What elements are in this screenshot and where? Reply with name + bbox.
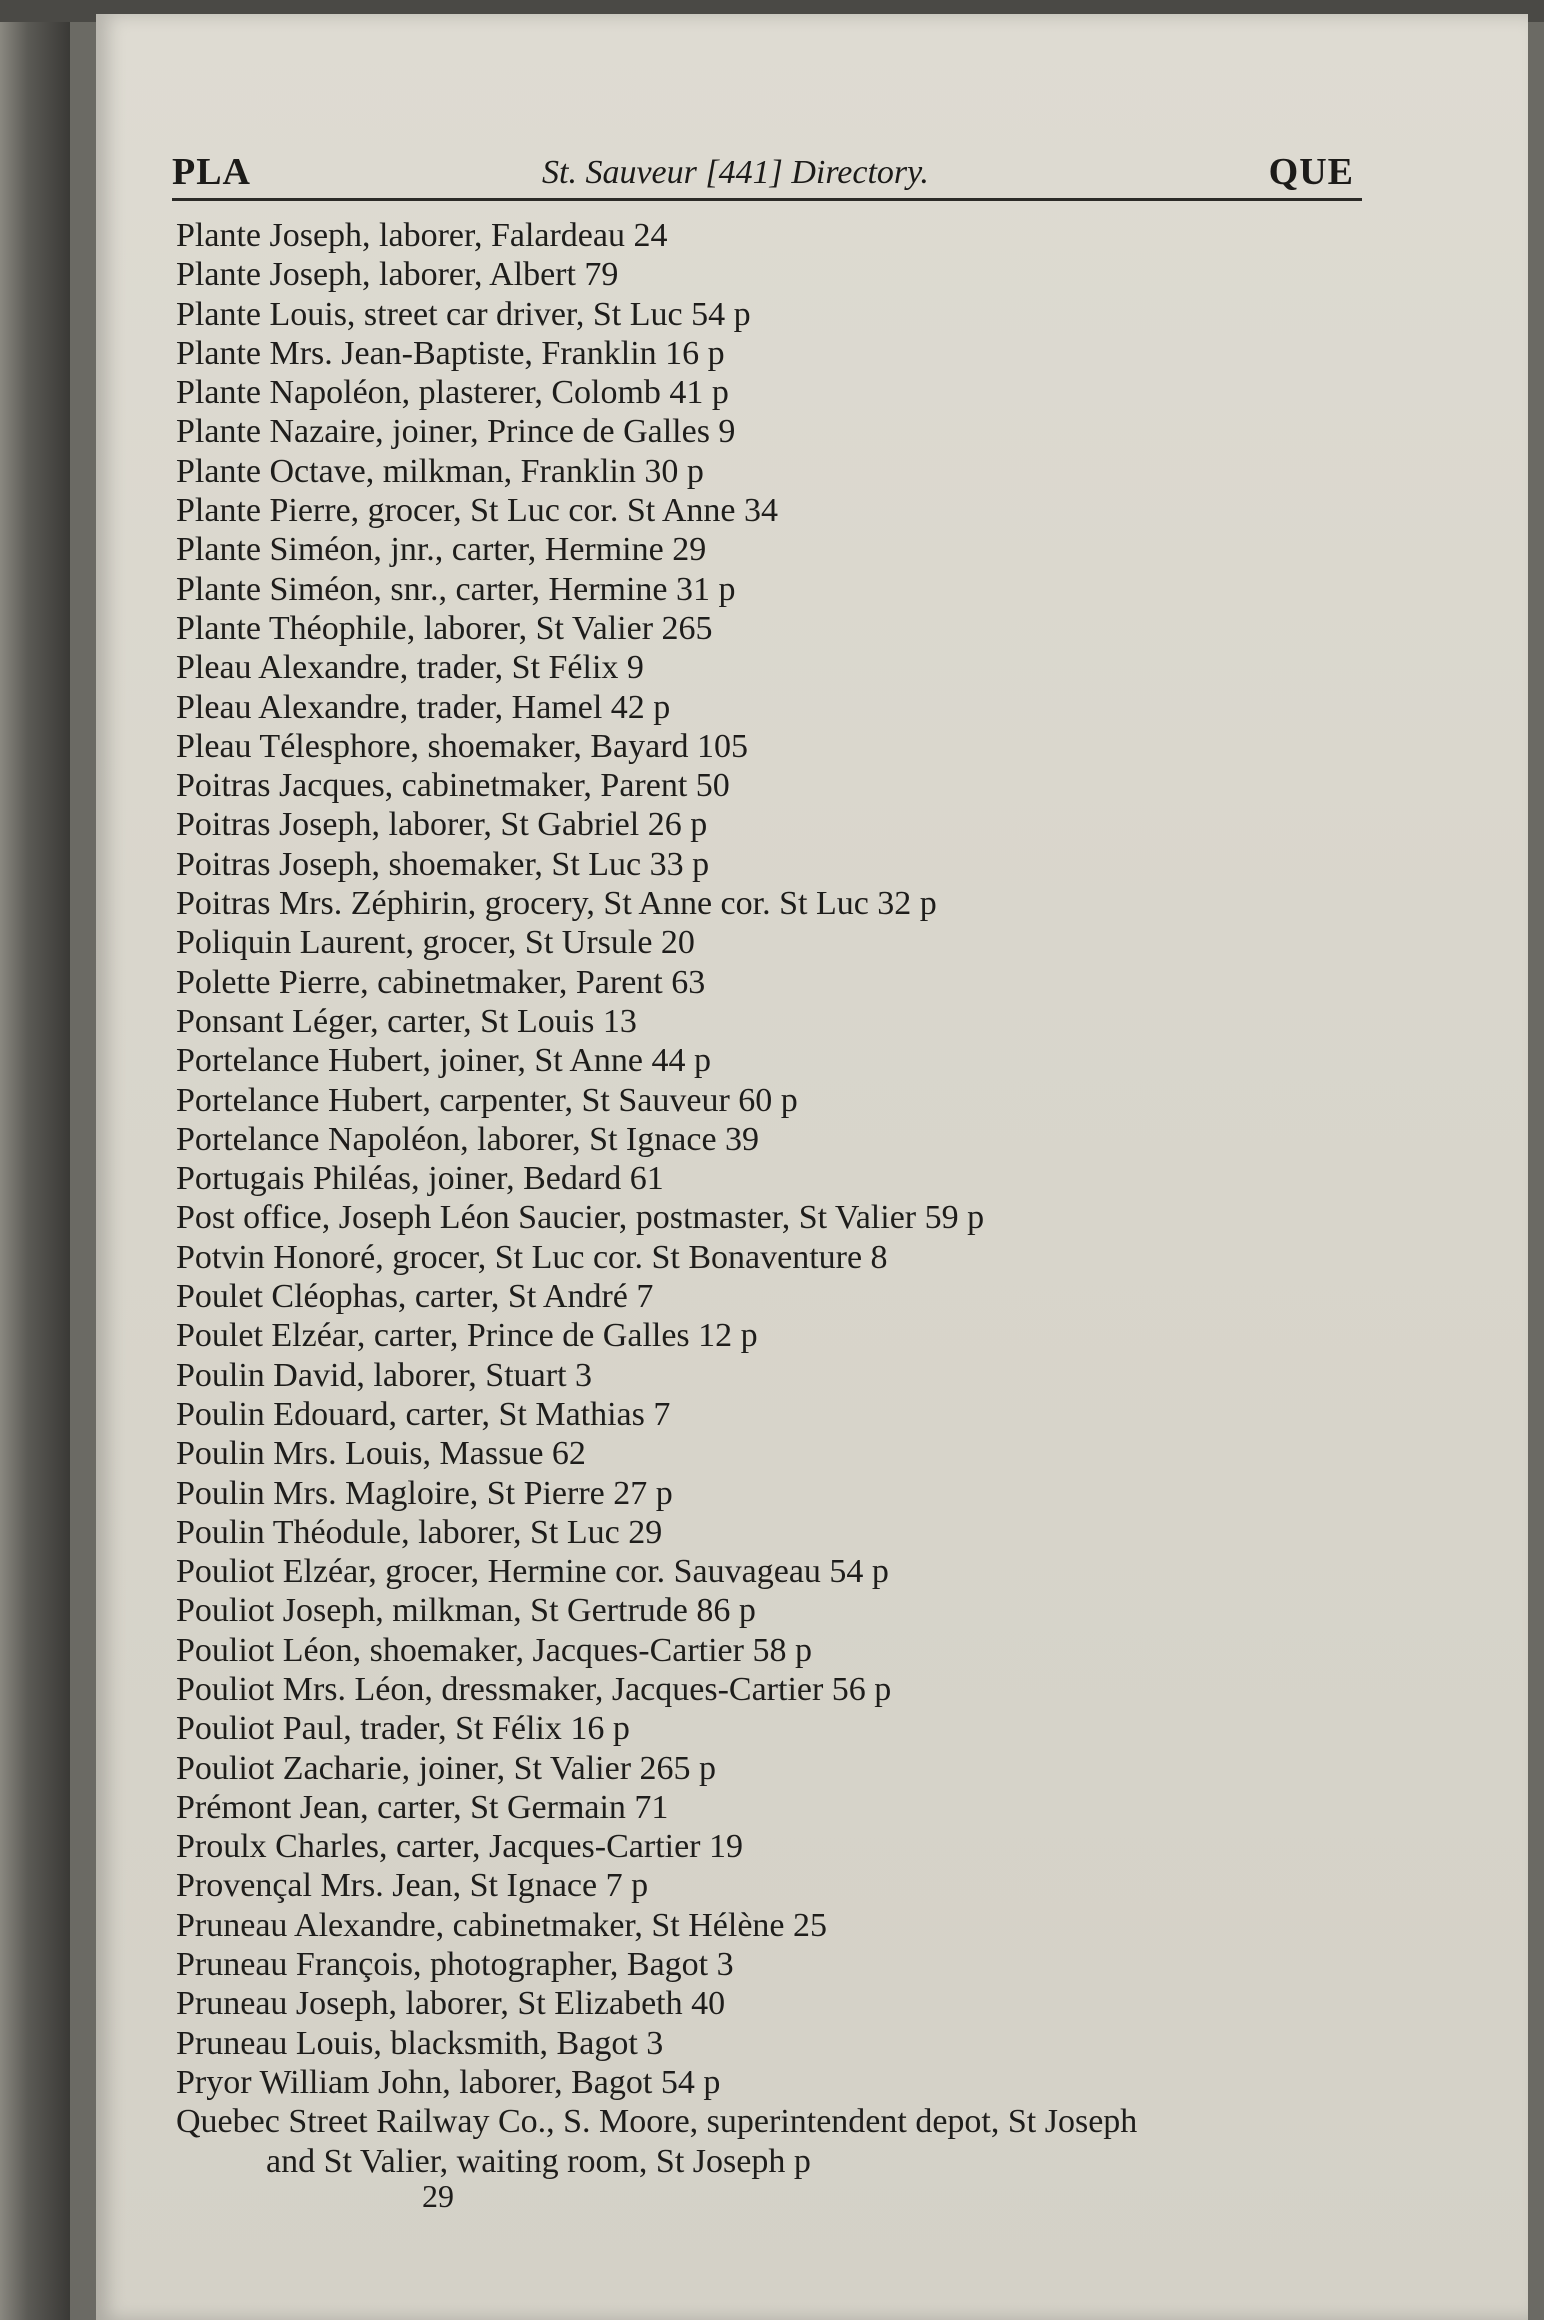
directory-entry: Poitras Joseph, laborer, St Gabriel 26 p bbox=[176, 806, 708, 844]
directory-entry: Pouliot Zacharie, joiner, St Valier 265 p bbox=[176, 1749, 717, 1787]
page-number: 29 bbox=[422, 2178, 454, 2214]
directory-entry: Plante Pierre, grocer, St Luc cor. St Anne 34 bbox=[176, 492, 779, 530]
directory-entry: Plante Siméon, snr., carter, Hermine 31 p bbox=[176, 570, 736, 608]
directory-entry: Pruneau Joseph, laborer, St Elizabeth 40 bbox=[176, 1985, 726, 2023]
directory-entry: Plante Mrs. Jean-Baptiste, Franklin 16 p bbox=[176, 334, 725, 372]
directory-entry: Poitras Joseph, shoemaker, St Luc 33 p bbox=[176, 845, 710, 883]
directory-entry: Pouliot Paul, trader, St Félix 16 p bbox=[176, 1710, 630, 1748]
directory-entry: Plante Napoléon, plasterer, Colomb 41 p bbox=[176, 374, 729, 412]
directory-entry: Poulet Cléophas, carter, St André 7 bbox=[176, 1278, 654, 1316]
directory-entry: Portelance Hubert, carpenter, St Sauveur 60 p bbox=[176, 1081, 798, 1119]
directory-entry: Pouliot Joseph, milkman, St Gertrude 86 p bbox=[176, 1592, 756, 1630]
directory-entry: Plante Siméon, jnr., carter, Hermine 29 bbox=[176, 531, 707, 569]
directory-entry: Potvin Honoré, grocer, St Luc cor. St Bonaventure 8 bbox=[176, 1238, 888, 1276]
directory-entry: Plante Joseph, laborer, Albert 79 bbox=[176, 256, 619, 294]
directory-entry: Pouliot Elzéar, grocer, Hermine cor. Sauvageau 54 p bbox=[176, 1553, 889, 1591]
directory-entry: Pouliot Léon, shoemaker, Jacques-Cartier 58 p bbox=[176, 1631, 812, 1669]
directory-entry: Pruneau Alexandre, cabinetmaker, St Hélène 25 bbox=[176, 1906, 828, 1944]
directory-entry: Poulin Mrs. Magloire, St Pierre 27 p bbox=[176, 1474, 673, 1512]
directory-entry: Portelance Hubert, joiner, St Anne 44 p bbox=[176, 1042, 711, 1080]
directory-entry: Plante Joseph, laborer, Falardeau 24 bbox=[176, 217, 668, 254]
directory-entry: Poulin Edouard, carter, St Mathias 7 bbox=[176, 1395, 671, 1433]
directory-entry: Poulet Elzéar, carter, Prince de Galles 12 p bbox=[176, 1317, 758, 1355]
directory-entry: Plante Nazaire, joiner, Prince de Galles 9 bbox=[176, 413, 736, 451]
running-header bbox=[172, 150, 1362, 200]
directory-entry: Pleau Alexandre, trader, St Félix 9 bbox=[176, 649, 644, 687]
header-left-guide-word: PLA bbox=[172, 151, 251, 193]
directory-entry: Pruneau François, photographer, Bagot 3 bbox=[176, 1946, 734, 1984]
directory-entries bbox=[176, 216, 1416, 2181]
directory-entry: Poulin David, laborer, Stuart 3 bbox=[176, 1356, 593, 1394]
directory-entry: Post office, Joseph Léon Saucier, postmaster, St Valier 59 p bbox=[176, 1199, 985, 1237]
directory-entry: Plante Octave, milkman, Franklin 30 p bbox=[176, 452, 704, 490]
directory-entry: Polette Pierre, cabinetmaker, Parent 63 bbox=[176, 963, 706, 1001]
directory-entry: Pruneau Louis, blacksmith, Bagot 3 bbox=[176, 2024, 664, 2062]
directory-entry: Pleau Télesphore, shoemaker, Bayard 105 bbox=[176, 727, 749, 765]
directory-entry: Ponsant Léger, carter, St Louis 13 bbox=[176, 1002, 637, 1040]
directory-entry: Plante Louis, street car driver, St Luc 54 p bbox=[176, 295, 751, 333]
directory-entry: Portugais Philéas, joiner, Bedard 61 bbox=[176, 1160, 664, 1198]
directory-entry: Plante Théophile, laborer, St Valier 265 bbox=[176, 609, 713, 647]
directory-entry: Poitras Jacques, cabinetmaker, Parent 50 bbox=[176, 767, 730, 805]
directory-entry: Prémont Jean, carter, St Germain 71 bbox=[176, 1788, 669, 1826]
header-title: St. Sauveur [441] Directory. bbox=[542, 154, 929, 191]
directory-entry: Quebec Street Railway Co., S. Moore, superintendent depot, St Joseph bbox=[176, 2103, 1138, 2141]
directory-entry: Poitras Mrs. Zéphirin, grocery, St Anne cor. St Luc 32 p bbox=[176, 885, 937, 923]
header-rule bbox=[172, 198, 1362, 201]
directory-entry: Pryor William John, laborer, Bagot 54 p bbox=[176, 2063, 721, 2101]
directory-entry: Portelance Napoléon, laborer, St Ignace 39 bbox=[176, 1120, 760, 1158]
directory-entry: Proulx Charles, carter, Jacques-Cartier 19 bbox=[176, 1828, 743, 1866]
directory-entry: Pouliot Mrs. Léon, dressmaker, Jacques-Cartier 56 p bbox=[176, 1670, 892, 1708]
directory-entry-continuation: and St Valier, waiting room, St Joseph p bbox=[266, 2142, 811, 2180]
directory-entry: Pleau Alexandre, trader, Hamel 42 p bbox=[176, 688, 671, 726]
directory-entry: Poulin Théodule, laborer, St Luc 29 bbox=[176, 1513, 663, 1551]
directory-entry: Poulin Mrs. Louis, Massue 62 bbox=[176, 1435, 586, 1473]
directory-entry: Provençal Mrs. Jean, St Ignace 7 p bbox=[176, 1867, 649, 1905]
book-binding-edge bbox=[0, 0, 70, 2320]
directory-entry: Poliquin Laurent, grocer, St Ursule 20 bbox=[176, 924, 695, 962]
header-right-guide-word: QUE bbox=[1268, 151, 1354, 193]
